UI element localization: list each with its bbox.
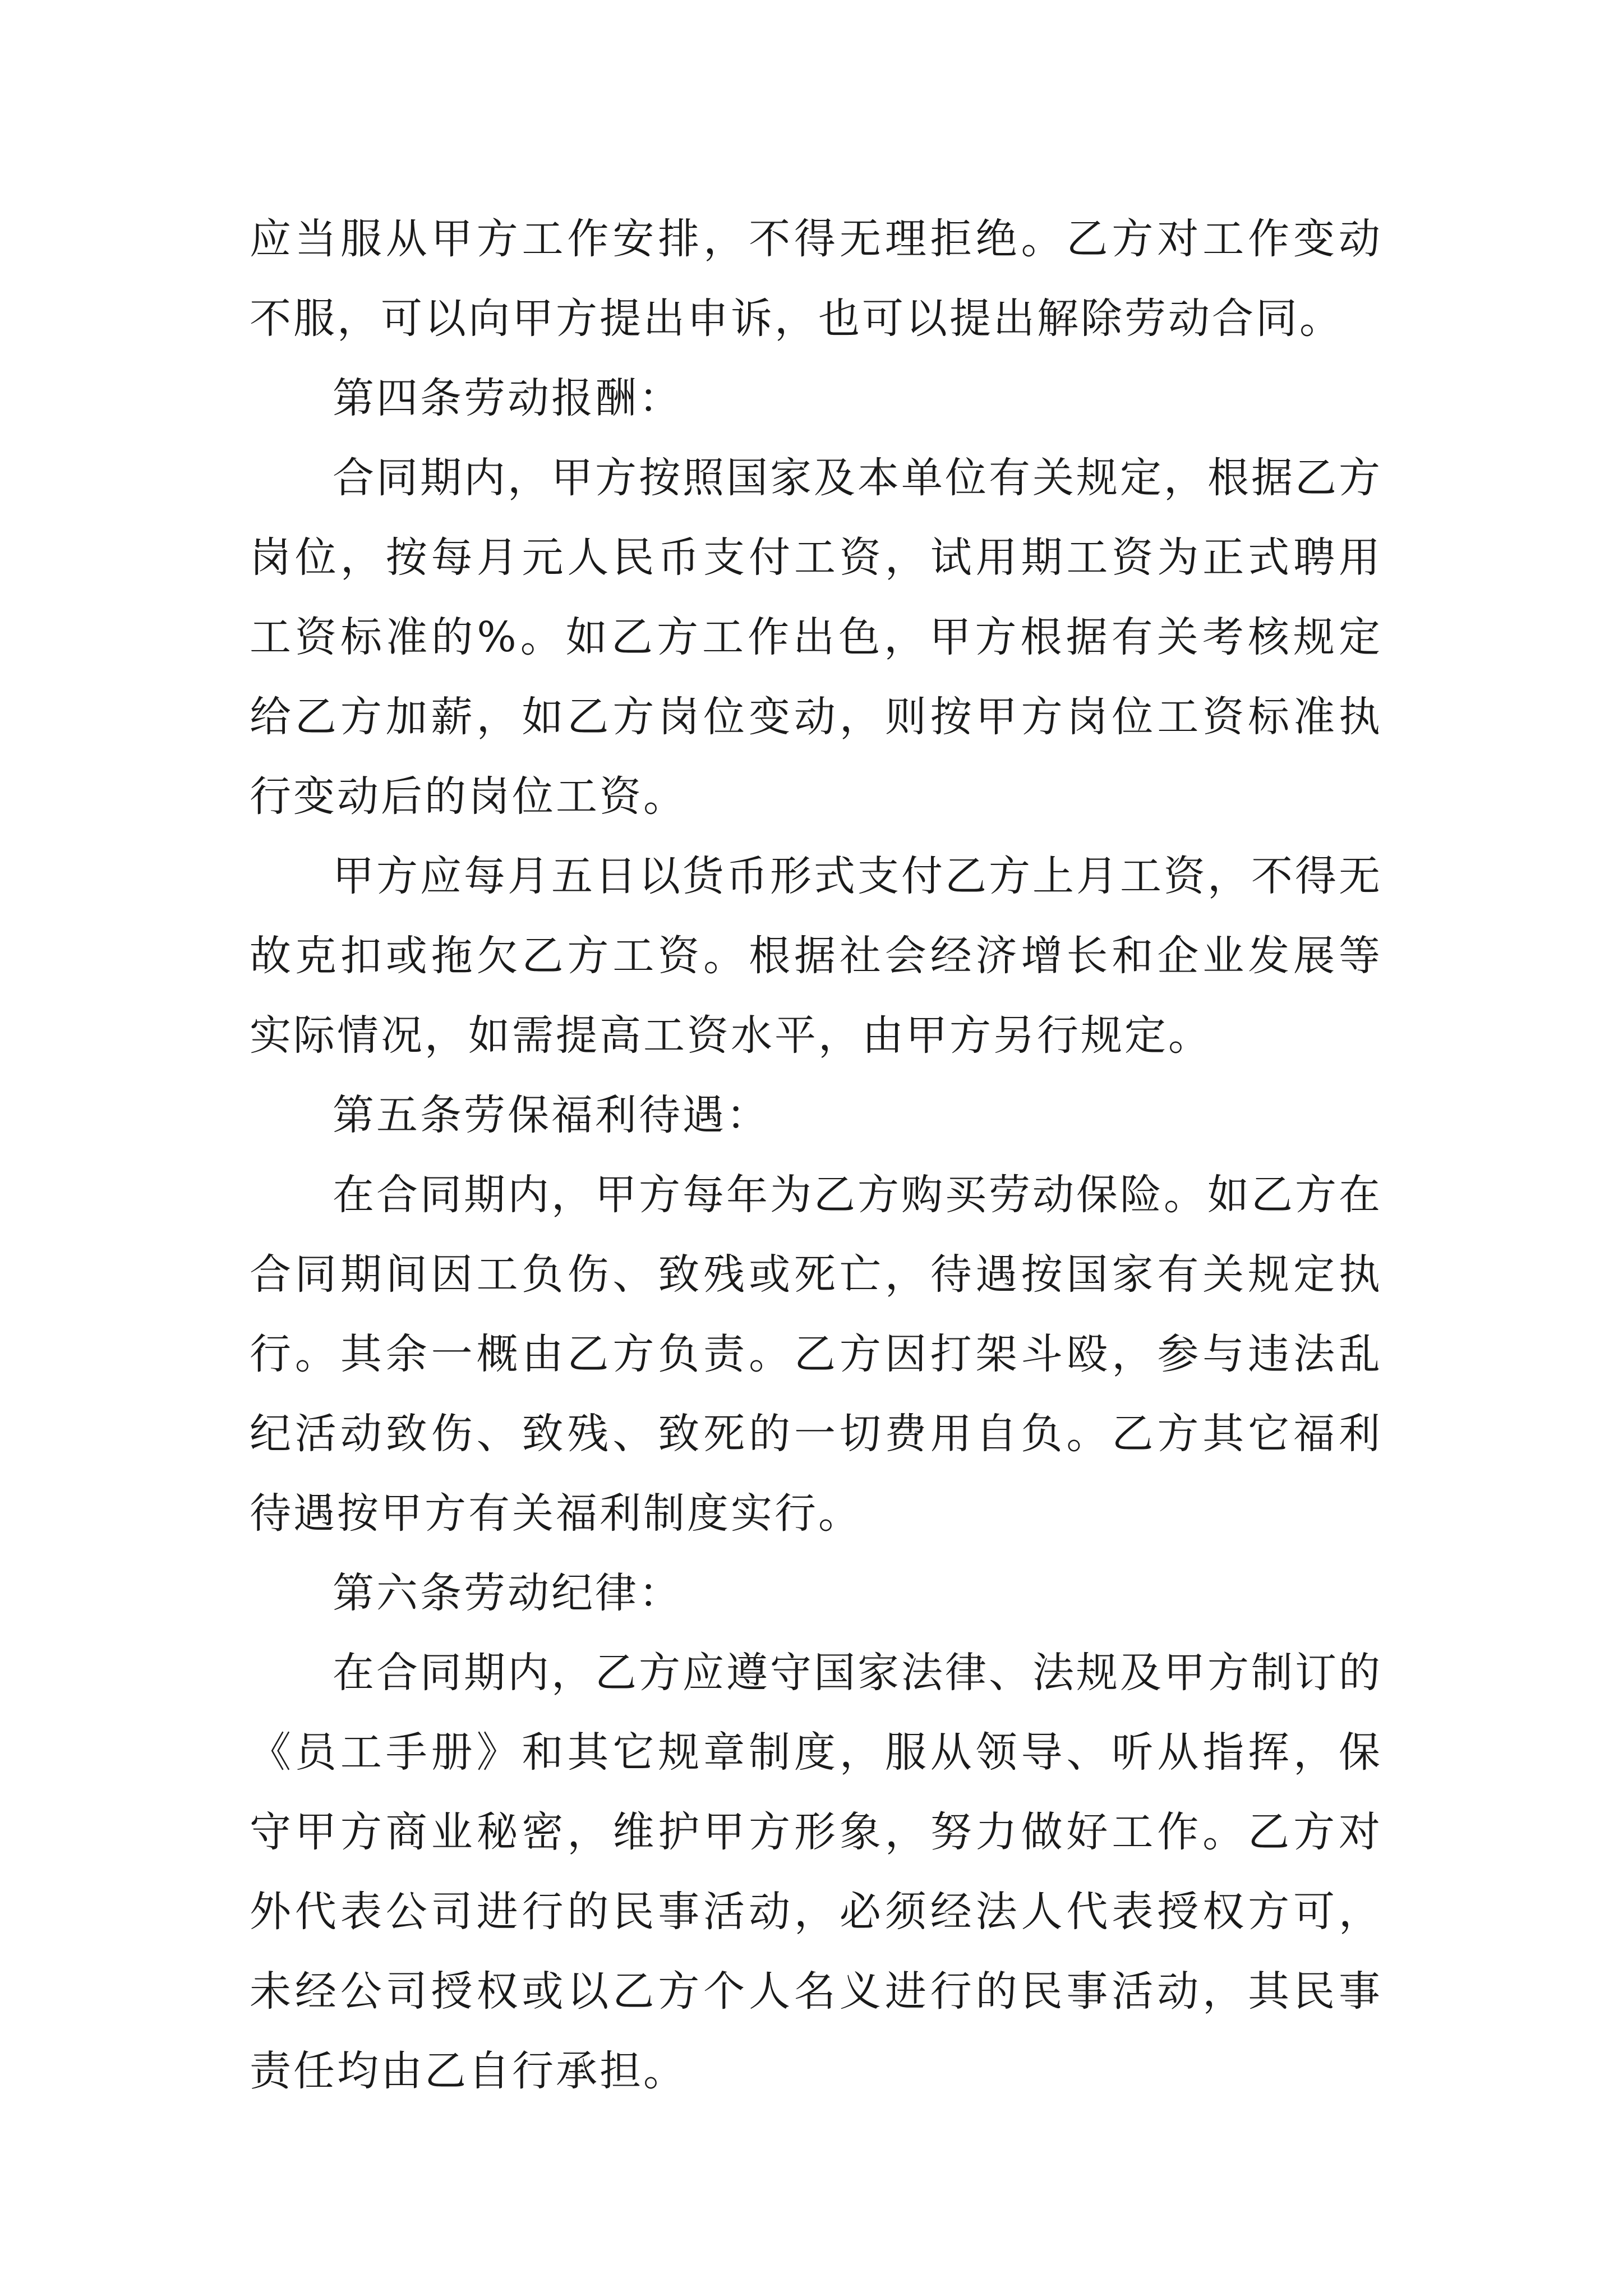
- paragraph-salary: 合同期内，甲方按照国家及本单位有关规定，根据乙方岗位，按每月元人民币支付工资，试用期工资为正式聘用工资标准的%。如乙方工作出色，甲方根据有关考核规定给乙方加薪，如乙方岗位变动，则按甲方岗位工资标准执行变动后的岗位工资。: [250, 454, 1382, 821]
- paragraph-payment: 甲方应每月五日以货币形式支付乙方上月工资，不得无故克扣或拖欠乙方工资。根据社会经济增长和企业发展等实际情况，如需提高工资水平，由甲方另行规定。: [250, 852, 1382, 1060]
- document-body: [250, 199, 1382, 2111]
- article-6-heading: 第六条劳动纪律：: [333, 1569, 683, 1617]
- paragraph-discipline: 在合同期内，乙方应遵守国家法律、法规及甲方制订的《员工手册》和其它规章制度，服从领导、听从指挥，保守甲方商业秘密，维护甲方形象，努力做好工作。乙方对外代表公司进行的民事活动，必须经法人代表授权方可，未经公司授权或以乙方个人名义进行的民事活动，其民事责任均由乙自行承担。: [250, 1649, 1382, 2095]
- article-5-heading: 第五条劳保福利待遇：: [333, 1091, 770, 1139]
- paragraph-welfare: 在合同期内，甲方每年为乙方购买劳动保险。如乙方在合同期间因工负伤、致残或死亡，待遇按国家有关规定执行。其余一概由乙方负责。乙方因打架斗殴，参与违法乱纪活动致伤、致残、致死的一切费用自负。乙方其它福利待遇按甲方有关福利制度实行。: [250, 1171, 1382, 1538]
- article-4-heading: 第四条劳动报酬：: [333, 374, 683, 422]
- paragraph-continuation: 应当服从甲方工作安排，不得无理拒绝。乙方对工作变动不服，可以向甲方提出申诉，也可以提出解除劳动合同。: [250, 215, 1382, 343]
